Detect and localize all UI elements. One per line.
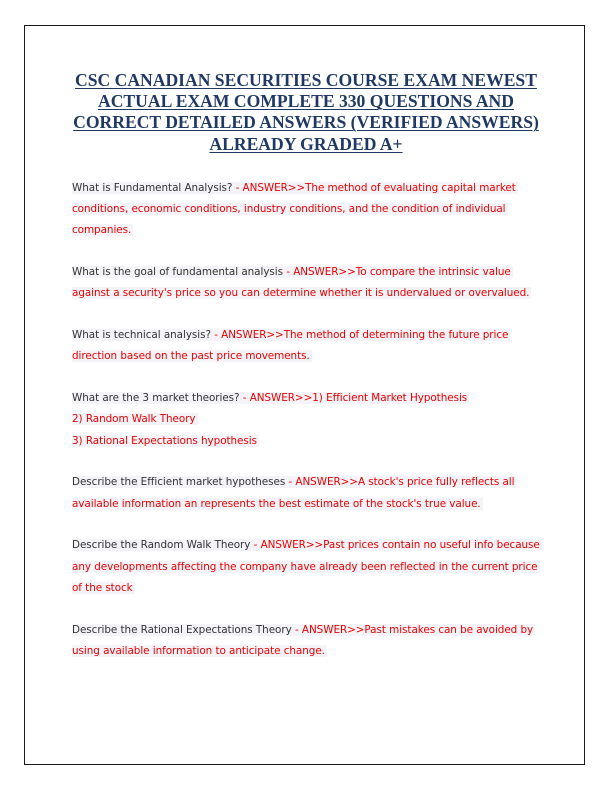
document-title: CSC CANADIAN SECURITIES COURSE EXAM NEWEST ACTUAL EXAM COMPLETE 330 QUESTIONS AND CORRECT DETAILED ANSWERS (VERIFIED ANSWERS) ALREADY GRADED A+: [73, 70, 539, 154]
question-text: What is the goal of fundamental analysis: [72, 266, 287, 279]
question-text: What is Fundamental Analysis?: [72, 182, 236, 194]
qa-item: [72, 535, 548, 599]
answer-line: 2) Random Walk Theory: [72, 413, 196, 426]
question-text: What is technical analysis?: [72, 329, 215, 342]
answer-text: - ANSWER>>The method of determining the future price direction based on the past price movements.: [72, 329, 509, 363]
answer-text: - ANSWER>>The method of evaluating capital market conditions, economic conditions, industry conditions, and the condition of individual companies.: [72, 182, 516, 237]
answer-text: - ANSWER>>A stock's price fully reflects all available information an represents the best estimate of the stock's true value.: [72, 476, 515, 510]
answer-text: - ANSWER>>Past mistakes can be avoided by using available information to anticipate change.: [72, 623, 534, 657]
question-text: Describe the Random Walk Theory: [72, 539, 254, 552]
question-text: What are the 3 market theories?: [72, 392, 243, 405]
answer-text: - ANSWER>>Past prices contain no useful info because any developments affecting the company have already been reflected in the current price of the stock: [72, 539, 540, 594]
qa-item: [72, 262, 548, 304]
answer-line: 3) Rational Expectations hypothesis: [72, 434, 257, 447]
qa-item: [72, 178, 548, 242]
qa-item: [72, 325, 548, 367]
question-text: Describe the Efficient market hypotheses: [72, 476, 289, 489]
qa-item: [72, 620, 548, 662]
qa-item: [72, 388, 548, 452]
qa-item: [72, 472, 548, 514]
qa-list: [72, 178, 548, 683]
question-text: Describe the Rational Expectations Theory: [72, 623, 295, 636]
answer-text: - ANSWER>>To compare the intrinsic value against a security's price so you can determine whether it is undervalued or overvalued.: [72, 266, 530, 300]
answer-text: - ANSWER>>1) Efficient Market Hypothesis: [242, 392, 468, 405]
